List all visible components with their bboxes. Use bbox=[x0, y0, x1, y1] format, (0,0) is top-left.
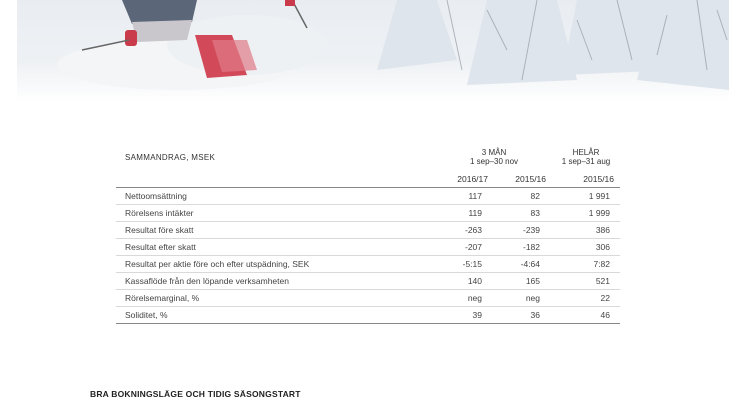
cell-value: -4:64 bbox=[494, 256, 552, 273]
cell-value: 306 bbox=[552, 239, 620, 256]
row-label: Resultat före skatt bbox=[116, 222, 436, 239]
cell-value: -239 bbox=[494, 222, 552, 239]
hero-photo bbox=[17, 0, 729, 103]
cell-value: neg bbox=[436, 290, 494, 307]
quarter-group-header bbox=[436, 144, 552, 170]
cell-value: 165 bbox=[494, 273, 552, 290]
year-group-header bbox=[552, 144, 620, 170]
skier-snow-illustration bbox=[17, 0, 729, 103]
row-label: Nettoomsättning bbox=[116, 188, 436, 205]
cell-value: 22 bbox=[552, 290, 620, 307]
cell-value: 521 bbox=[552, 273, 620, 290]
column-header-2015-16-year: 2015/16 bbox=[583, 173, 615, 184]
summary-table-container bbox=[116, 144, 620, 324]
cell-value: 82 bbox=[494, 188, 552, 205]
table-row bbox=[116, 188, 620, 205]
cell-value: 119 bbox=[436, 205, 494, 222]
cell-value: -182 bbox=[494, 239, 552, 256]
table-row bbox=[116, 307, 620, 324]
cell-value: 83 bbox=[494, 205, 552, 222]
cell-value: 7:82 bbox=[552, 256, 620, 273]
cell-value: 386 bbox=[552, 222, 620, 239]
table-row bbox=[116, 290, 620, 307]
column-header-2016-17: 2016/17 bbox=[457, 173, 488, 184]
cell-value: 39 bbox=[436, 307, 494, 324]
table-row bbox=[116, 222, 620, 239]
cell-value: 1 991 bbox=[552, 188, 620, 205]
year-group-period: 1 sep–31 aug bbox=[561, 157, 611, 166]
cell-value: 140 bbox=[436, 273, 494, 290]
column-header-2015-16-quarter: 2015/16 bbox=[515, 173, 547, 184]
column-header-label bbox=[116, 170, 436, 188]
cell-value: -5:15 bbox=[436, 256, 494, 273]
table-row bbox=[116, 239, 620, 256]
cell-value: -207 bbox=[436, 239, 494, 256]
quarter-group-label: 3 MÅN bbox=[481, 148, 507, 157]
table-title: SAMMANDRAG, MSEK bbox=[125, 152, 216, 162]
cell-value: neg bbox=[494, 290, 552, 307]
row-label: Rörelsens intäkter bbox=[116, 205, 436, 222]
cell-value: -263 bbox=[436, 222, 494, 239]
table-row bbox=[116, 273, 620, 290]
row-label: Soliditet, % bbox=[116, 307, 436, 324]
summary-table bbox=[116, 144, 620, 324]
row-label: Kassaflöde från den löpande verksamheten bbox=[116, 273, 436, 290]
cell-value: 36 bbox=[494, 307, 552, 324]
cell-value: 46 bbox=[552, 307, 620, 324]
section-heading: BRA BOKNINGSLÄGE OCH TIDIG SÄSONGSTART bbox=[90, 389, 301, 399]
row-label: Resultat efter skatt bbox=[116, 239, 436, 256]
year-group-label: HELÅR bbox=[572, 148, 600, 157]
quarter-group-period: 1 sep–30 nov bbox=[469, 157, 519, 166]
cell-value: 1 999 bbox=[552, 205, 620, 222]
table-row bbox=[116, 256, 620, 273]
row-label: Rörelsemarginal, % bbox=[116, 290, 436, 307]
table-row bbox=[116, 205, 620, 222]
cell-value: 117 bbox=[436, 188, 494, 205]
row-label: Resultat per aktie före och efter utspädning, SEK bbox=[116, 256, 436, 273]
